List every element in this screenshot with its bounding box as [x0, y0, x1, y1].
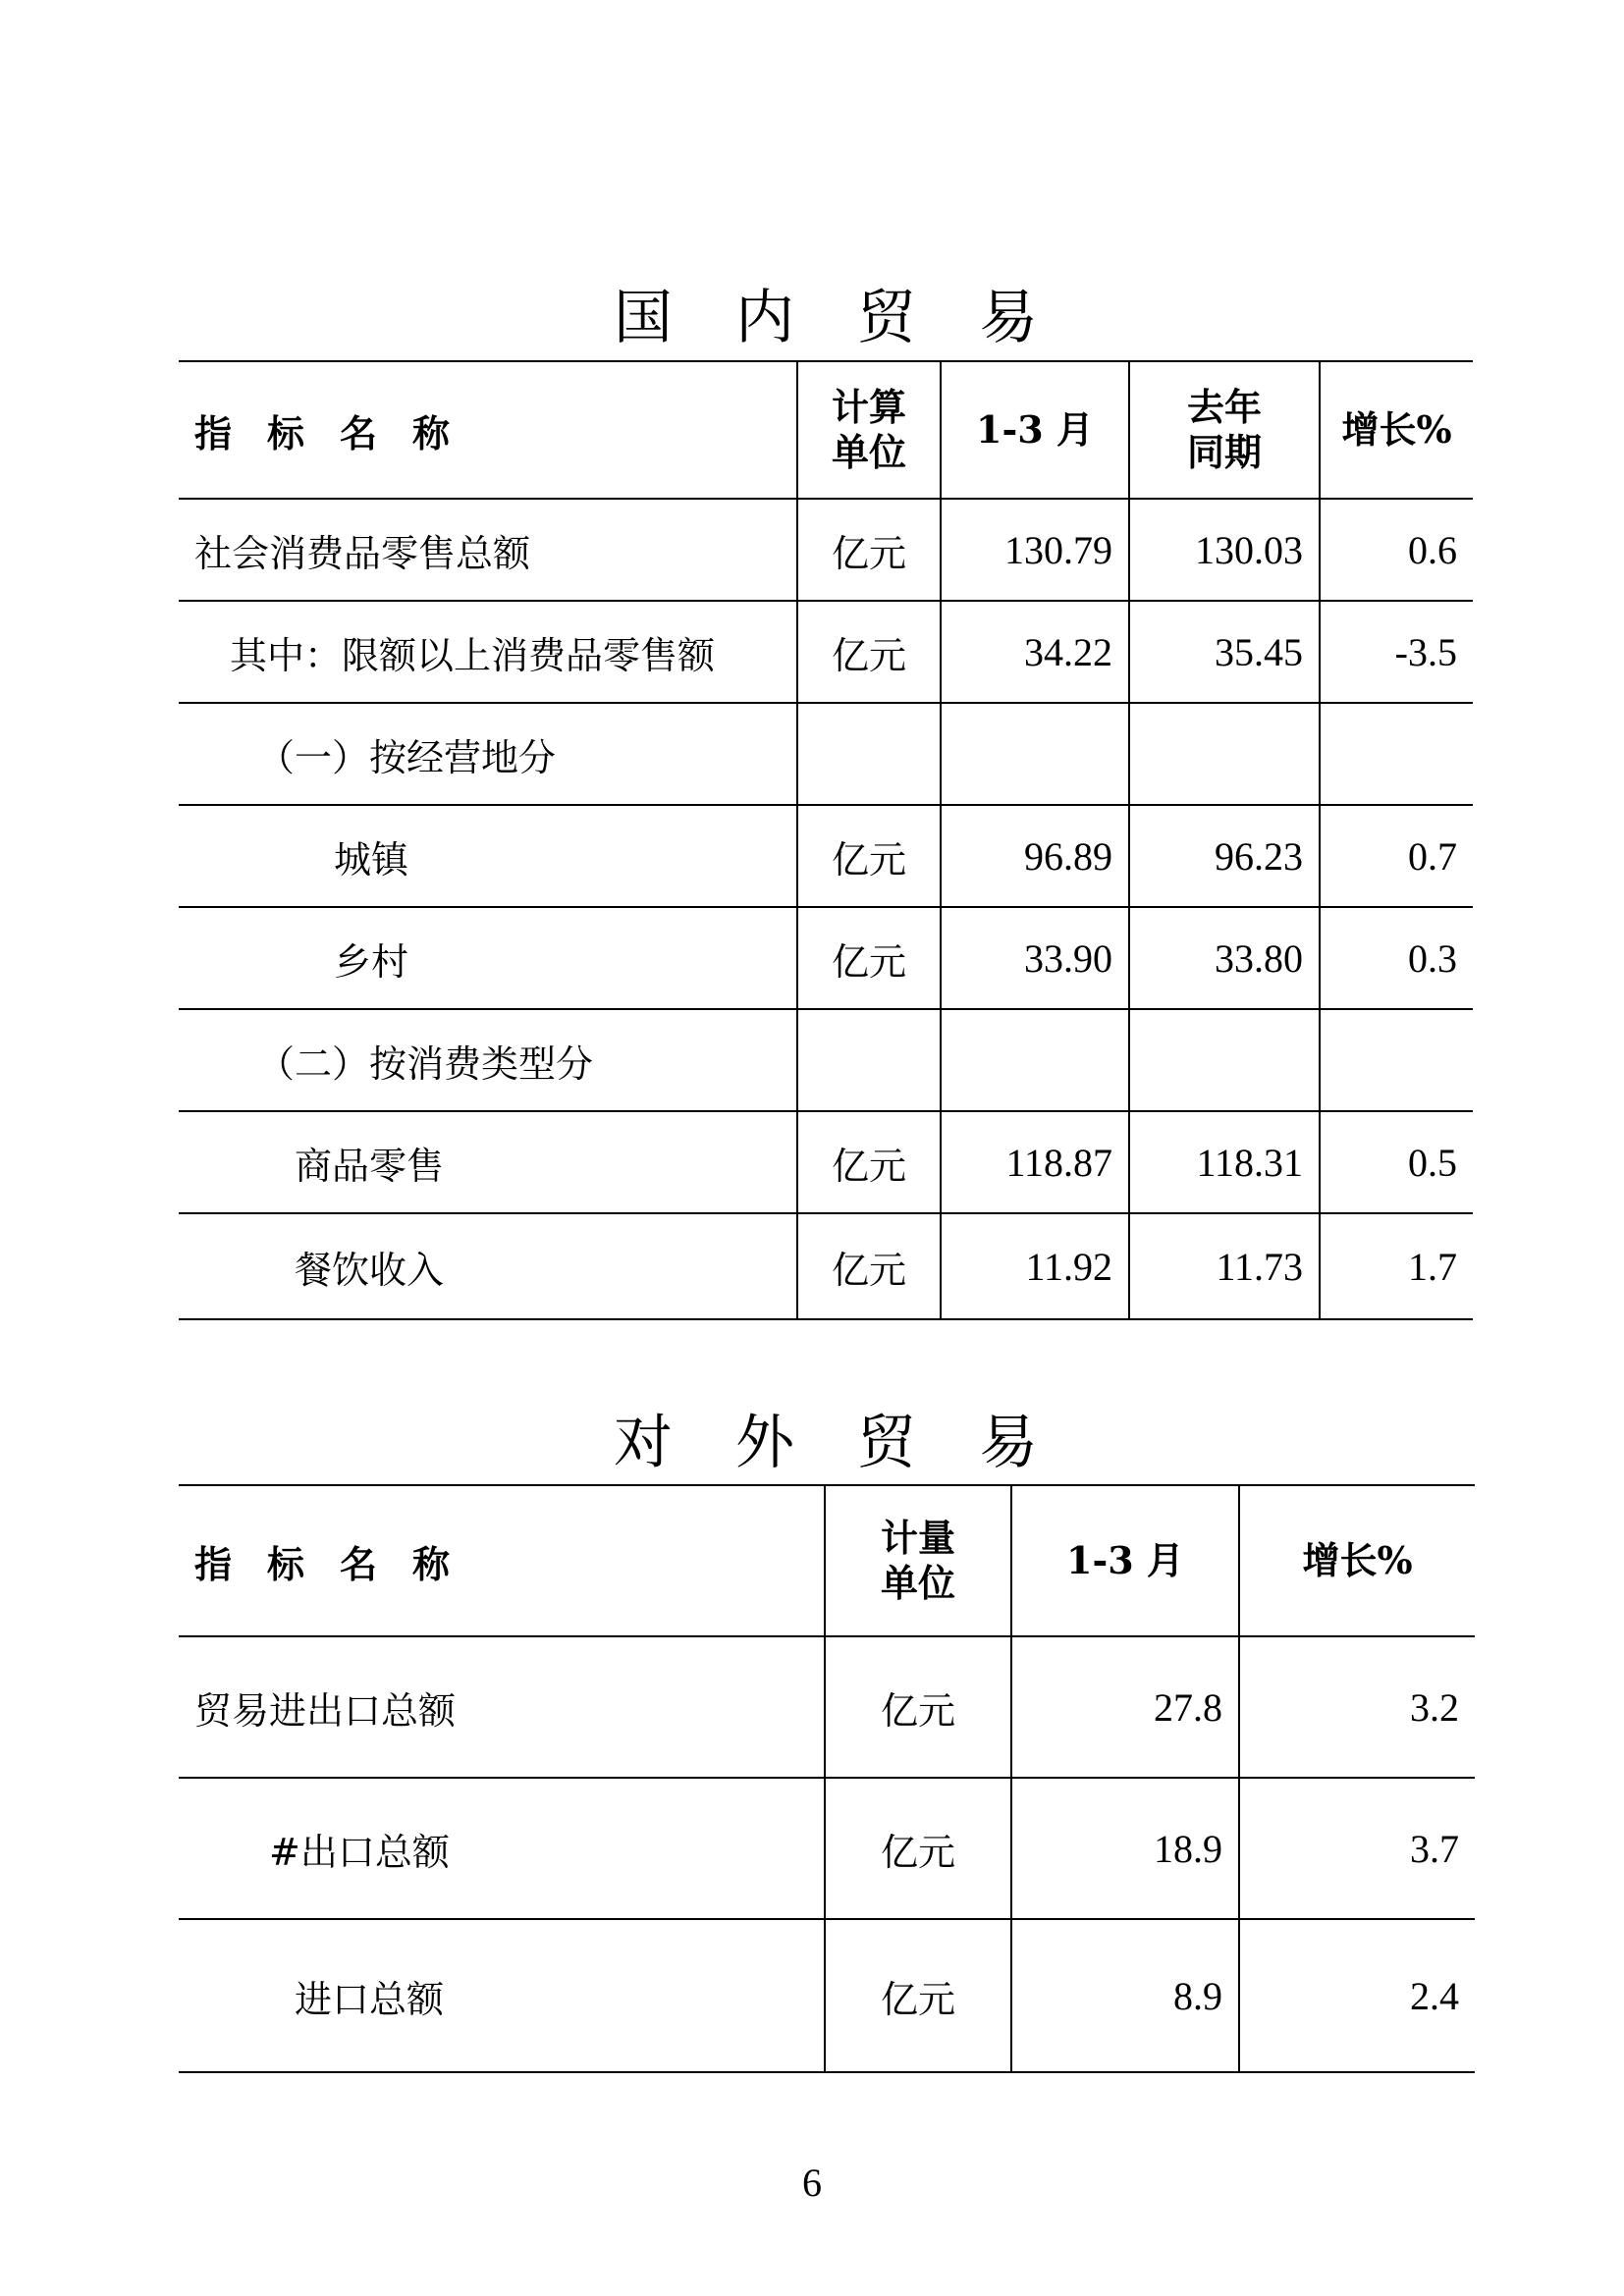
- foreign-trade-table: [179, 1484, 1475, 2073]
- table-row: [179, 907, 1473, 1009]
- row-name: 进口总额: [179, 1919, 825, 2072]
- table-row: [179, 1111, 1473, 1213]
- row-current: 27.8: [1011, 1636, 1239, 1778]
- title-char: 内: [735, 284, 794, 352]
- title-char: 贸: [857, 284, 916, 352]
- row-unit: [797, 1009, 941, 1111]
- row-unit: 亿元: [797, 805, 941, 907]
- title-char: 外: [735, 1409, 794, 1477]
- row-current: 11.92: [941, 1213, 1129, 1319]
- row-current: 96.89: [941, 805, 1129, 907]
- row-unit: 亿元: [797, 499, 941, 601]
- row-name: （二）按消费类型分: [179, 1009, 797, 1111]
- foreign-trade-title: [179, 1409, 1473, 1477]
- row-last-year: 11.73: [1129, 1213, 1320, 1319]
- row-unit: 亿元: [825, 1778, 1011, 1919]
- table-row: [179, 1636, 1475, 1778]
- row-current: [941, 703, 1129, 805]
- header-indicator-name: 指 标 名 称: [179, 361, 797, 499]
- row-unit: 亿元: [797, 1111, 941, 1213]
- table-row: [179, 1919, 1475, 2072]
- row-growth: 0.7: [1320, 805, 1473, 907]
- title-char: 易: [979, 1409, 1038, 1477]
- domestic-trade-table: [179, 360, 1473, 1320]
- row-current: 118.87: [941, 1111, 1129, 1213]
- table-row: [179, 1213, 1473, 1319]
- row-growth: [1320, 703, 1473, 805]
- row-growth: 0.5: [1320, 1111, 1473, 1213]
- row-name: #出口总额: [179, 1778, 825, 1919]
- row-last-year: 33.80: [1129, 907, 1320, 1009]
- table-row: [179, 703, 1473, 805]
- row-last-year: [1129, 703, 1320, 805]
- row-growth: 0.3: [1320, 907, 1473, 1009]
- row-growth: 3.7: [1239, 1778, 1475, 1919]
- row-name: 餐饮收入: [179, 1213, 797, 1319]
- table-row: [179, 805, 1473, 907]
- row-unit: 亿元: [825, 1919, 1011, 2072]
- title-char: 对: [614, 1409, 673, 1477]
- row-last-year: 96.23: [1129, 805, 1320, 907]
- row-unit: 亿元: [825, 1636, 1011, 1778]
- header-last-year: 去年 同期: [1129, 361, 1320, 499]
- row-name: （一）按经营地分: [179, 703, 797, 805]
- row-unit: 亿元: [797, 1213, 941, 1319]
- domestic-trade-title: [179, 284, 1473, 352]
- table-row: [179, 1778, 1475, 1919]
- row-growth: 0.6: [1320, 499, 1473, 601]
- title-char: 贸: [857, 1409, 916, 1477]
- row-last-year: [1129, 1009, 1320, 1111]
- title-char: 国: [614, 284, 673, 352]
- row-current: [941, 1009, 1129, 1111]
- row-name: 社会消费品零售总额: [179, 499, 797, 601]
- page-number: 6: [802, 2161, 822, 2205]
- row-growth: -3.5: [1320, 601, 1473, 703]
- row-current: 33.90: [941, 907, 1129, 1009]
- row-last-year: 35.45: [1129, 601, 1320, 703]
- row-name: 其中：限额以上消费品零售额: [179, 601, 797, 703]
- table-header-row: [179, 1485, 1475, 1636]
- header-period: 1-3 月: [1011, 1485, 1239, 1636]
- row-name: 城镇: [179, 805, 797, 907]
- row-growth: 2.4: [1239, 1919, 1475, 2072]
- title-char: 易: [979, 284, 1038, 352]
- row-growth: 1.7: [1320, 1213, 1473, 1319]
- row-growth: [1320, 1009, 1473, 1111]
- row-last-year: 130.03: [1129, 499, 1320, 601]
- row-unit: 亿元: [797, 601, 941, 703]
- row-current: 130.79: [941, 499, 1129, 601]
- header-unit: 计算 单位: [797, 361, 941, 499]
- table-row: [179, 601, 1473, 703]
- header-unit: 计量 单位: [825, 1485, 1011, 1636]
- table-row: [179, 499, 1473, 601]
- header-period: 1-3 月: [941, 361, 1129, 499]
- table-header-row: [179, 361, 1473, 499]
- header-growth: 增长%: [1320, 361, 1473, 499]
- row-current: 8.9: [1011, 1919, 1239, 2072]
- header-growth: 增长%: [1239, 1485, 1475, 1636]
- row-growth: 3.2: [1239, 1636, 1475, 1778]
- header-indicator-name: 指 标 名 称: [179, 1485, 825, 1636]
- table-row: [179, 1009, 1473, 1111]
- row-current: 18.9: [1011, 1778, 1239, 1919]
- row-name: 商品零售: [179, 1111, 797, 1213]
- row-unit: [797, 703, 941, 805]
- row-last-year: 118.31: [1129, 1111, 1320, 1213]
- row-current: 34.22: [941, 601, 1129, 703]
- row-unit: 亿元: [797, 907, 941, 1009]
- row-name: 贸易进出口总额: [179, 1636, 825, 1778]
- row-name: 乡村: [179, 907, 797, 1009]
